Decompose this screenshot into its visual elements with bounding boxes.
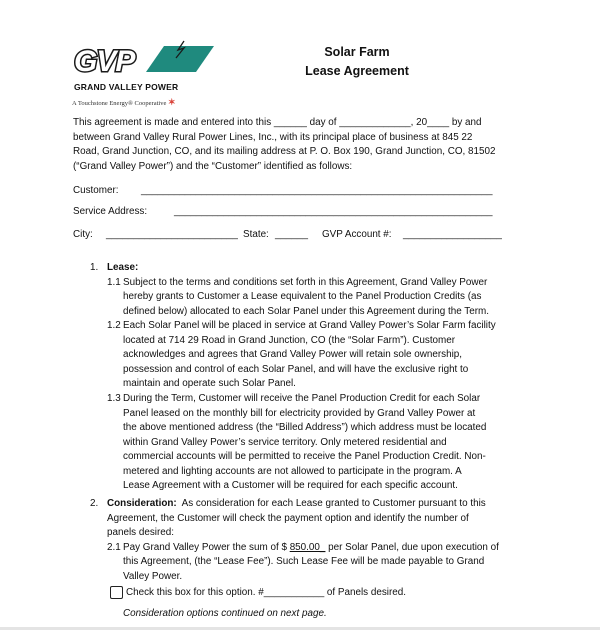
- clause-text: Pay Grand Valley Power the sum of $: [123, 541, 290, 553]
- section-line: Agreement, the Customer will check the payment option and identify the number of: [107, 512, 469, 524]
- section-2-heading: Consideration:: [107, 498, 177, 509]
- section-line: panels desired:: [107, 527, 174, 538]
- document-title: [257, 43, 457, 81]
- city-field[interactable]: ________________________: [106, 229, 238, 240]
- gvp-logo-letters: GVP: [74, 45, 135, 78]
- state-label: State:: [243, 229, 269, 240]
- clause-line: this Agreement, (the “Lease Fee”). Such Lease Fee will be made payable to Grand: [123, 556, 485, 567]
- section-1-heading: Lease:: [107, 262, 139, 273]
- clause-line: Subject to the terms and conditions set forth in this Agreement, Grand Valley Power: [123, 276, 488, 288]
- customer-field[interactable]: ________________________________________________________________: [141, 185, 493, 196]
- clause-line: During the Term, Customer will receive the Panel Production Credit for each Solar: [123, 393, 481, 404]
- state-field[interactable]: ______: [275, 229, 308, 240]
- clause-line: Panel leased on the monthly bill for electricity provided by Grand Valley Power at: [123, 407, 476, 419]
- lease-fee-amount: 850.00_: [289, 541, 326, 553]
- intro-paragraph: [73, 116, 495, 174]
- clause-line: located at 714 29 Road in Grand Junction, CO (the “Solar Farm”). Customer: [123, 334, 456, 346]
- clause-2-1: [107, 541, 499, 585]
- section-line: As consideration for each Lease granted to Customer pursuant to this: [181, 498, 486, 509]
- service-address-label: Service Address:: [73, 206, 148, 217]
- option-checkbox-row: [110, 585, 406, 601]
- clause-line: the above mentioned address (the “Billed Address”) which address must be located: [123, 422, 487, 433]
- clause-line: Each Solar Panel will be placed in service at Grand Valley Power’s Solar Farm facility: [123, 320, 496, 331]
- clause-line: maintain and operate such Solar Panel.: [123, 378, 296, 389]
- option-checkbox[interactable]: [110, 586, 123, 599]
- clause-line: defined below) allocated to each Solar Panel under this Agreement during the Term.: [123, 305, 489, 317]
- clause-number: 1.3: [107, 393, 121, 404]
- clause-line: hereby grants to Customer a Lease equivalent to the Panel Production Credits (as: [123, 291, 482, 302]
- clause-line: Lease Agreement with a Customer will be required for each specific account.: [123, 480, 458, 491]
- section-2-number: 2.: [90, 498, 99, 509]
- company-logo: [72, 40, 222, 112]
- gvp-logo-icon: [72, 40, 222, 80]
- clause-1-2: [107, 319, 496, 392]
- clause-line: Valley Power.: [123, 570, 183, 582]
- clause-text: per Solar Panel, due upon execution of: [325, 541, 499, 553]
- clause-1-3: [107, 392, 486, 494]
- checkbox-label: Check this box for this option. #___________ of Panels desired.: [126, 587, 406, 598]
- clause-line: acknowledges and agrees that Grand Valley Power will retain sole ownership,: [123, 349, 463, 360]
- service-address-field[interactable]: __________________________________________________________: [174, 206, 493, 217]
- clause-number: 1.1: [107, 276, 121, 288]
- title-line-2: Lease Agreement: [305, 64, 409, 78]
- title-line-1: Solar Farm: [324, 45, 390, 59]
- touchstone-icon: ✶: [167, 97, 176, 107]
- clause-line: commercial accounts will be permitted to receive the Panel Production Credit. Non-: [123, 451, 486, 462]
- clause-number: 2.1: [107, 541, 121, 553]
- clause-1-1: [107, 276, 489, 320]
- clause-line: metered and lighting accounts are not allowed to participate in the program. A: [123, 465, 462, 477]
- section-2-body: [107, 497, 486, 541]
- clause-number: 1.2: [107, 320, 121, 331]
- continued-note: Consideration options continued on next page.: [123, 608, 327, 619]
- company-name: GRAND VALLEY POWER: [74, 82, 179, 92]
- account-label: GVP Account #:: [322, 229, 392, 240]
- section-1-number: 1.: [90, 262, 99, 273]
- intro-line: This agreement is made and entered into this ______ day of _____________, 20____ by and: [73, 117, 482, 128]
- intro-line: between Grand Valley Rural Power Lines, Inc., with its principal place of business at 845 22: [73, 131, 473, 143]
- clause-line: within Grand Valley Power’s service territory. Only metered residential and: [123, 436, 447, 448]
- intro-line: Road, Grand Junction, CO, and its mailing address at P. O. Box 190, Grand Junction, CO, 81502: [73, 146, 496, 157]
- tagline: A Touchstone Energy® Cooperative: [72, 100, 167, 107]
- customer-label: Customer:: [73, 185, 119, 196]
- clause-line: possession and control of each Solar Panel, and will have the exclusive right to: [123, 363, 469, 375]
- intro-line: (“Grand Valley Power”) and the “Customer” identified as follows:: [73, 160, 353, 172]
- city-label: City:: [73, 229, 93, 240]
- account-field[interactable]: __________________: [403, 229, 502, 240]
